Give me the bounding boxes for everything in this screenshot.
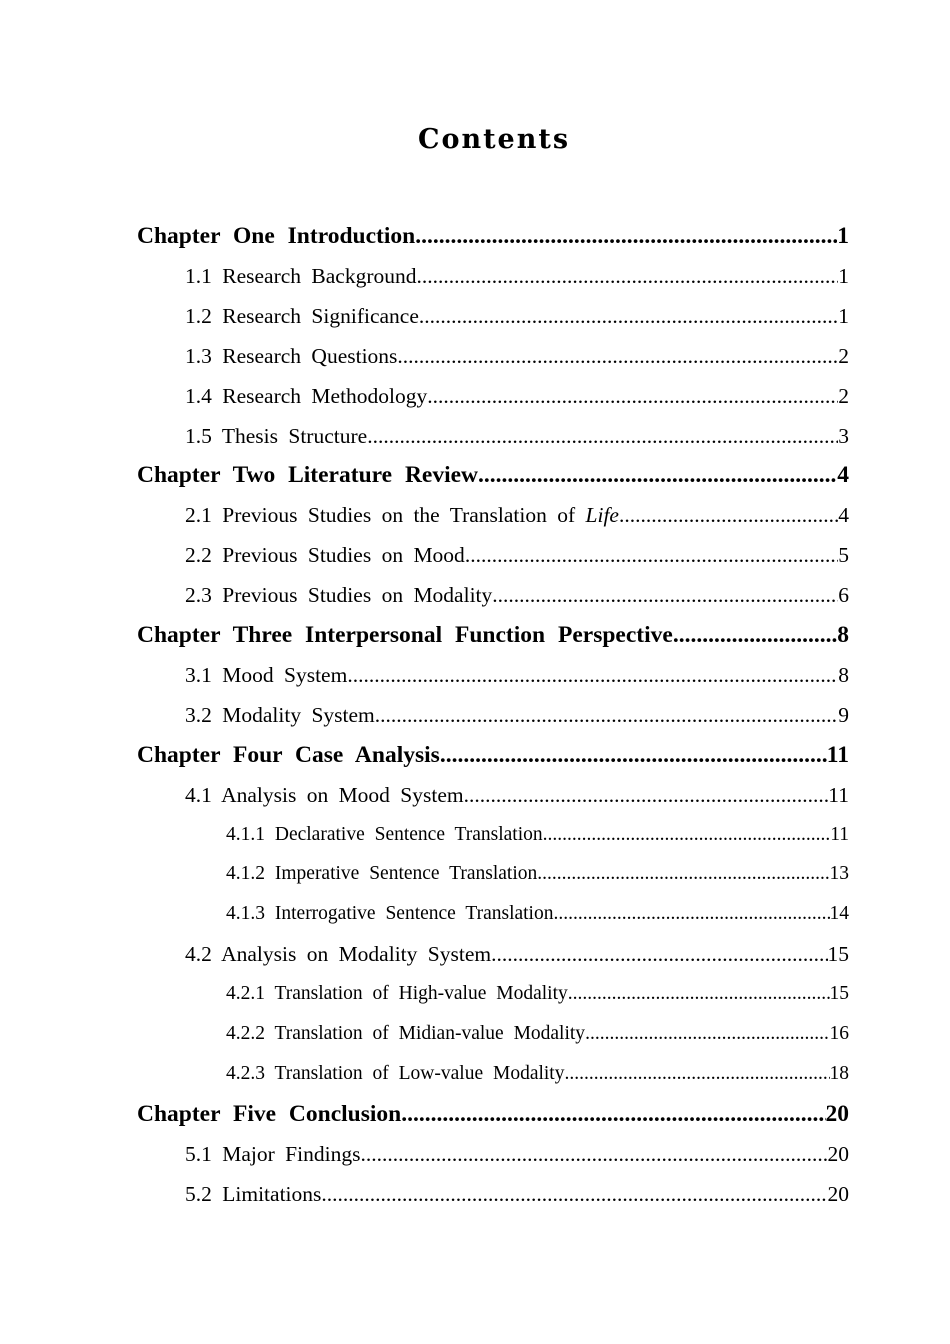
toc-dot-leader (478, 455, 837, 495)
toc-page-number: 11 (830, 823, 849, 845)
toc-dot-leader (673, 615, 837, 655)
toc-section-entry (226, 974, 849, 1014)
toc-section-entry (185, 655, 849, 695)
toc-page-number: 1 (838, 303, 849, 328)
toc-section-entry (226, 1054, 849, 1094)
toc-dot-leader (537, 854, 829, 894)
toc-entry-label: 2.1 Previous Studies on the Translation of Life (185, 503, 619, 528)
toc-chapter-entry (137, 1094, 849, 1134)
toc-entry-label: 4.1.2 Imperative Sentence Translation (226, 863, 538, 885)
toc-page-number: 15 (827, 942, 849, 967)
toc-section-entry (185, 495, 849, 535)
toc-entry-label: 3.2 Modality System (185, 702, 375, 727)
toc-page-number: 8 (837, 622, 849, 648)
toc-entry-label: Chapter Three Interpersonal Function Perspective (137, 622, 673, 648)
toc-dot-leader (427, 376, 838, 416)
toc-dot-leader (417, 256, 839, 296)
toc-section-entry (185, 535, 849, 575)
toc-entry-label: Chapter One Introduction (137, 223, 416, 249)
toc-section-entry (185, 695, 849, 735)
toc-section-entry (185, 416, 849, 456)
toc-dot-leader (585, 1014, 829, 1054)
toc-entry-label: Chapter Four Case Analysis (137, 741, 440, 768)
page-title: Contents (417, 124, 571, 155)
toc-dot-leader (543, 815, 831, 855)
toc-entry-label: 5.1 Major Findings (185, 1141, 361, 1166)
toc-dot-leader (564, 1054, 829, 1094)
toc-dot-leader (360, 1134, 827, 1174)
toc-section-entry (226, 815, 849, 855)
toc-page-number: 13 (829, 863, 849, 885)
toc-dot-leader (465, 535, 838, 575)
toc-entry-label: Chapter Two Literature Review (137, 462, 479, 489)
toc-section-entry (185, 256, 849, 296)
toc-page-number: 14 (829, 903, 849, 925)
toc-entry-label: 4.2.3 Translation of Low-value Modality (226, 1062, 565, 1084)
toc-dot-leader (321, 1174, 827, 1214)
toc-dot-leader (553, 894, 829, 934)
toc-entry-label: 1.2 Research Significance (185, 303, 419, 328)
toc-page-number: 6 (838, 583, 849, 608)
toc-page-number: 11 (826, 741, 849, 768)
toc-page-number: 8 (838, 662, 849, 687)
toc-entry-label: 1.5 Thesis Structure (185, 423, 368, 448)
toc-entry-label: 4.1 Analysis on Mood System (185, 782, 464, 807)
toc-page-number: 5 (838, 543, 849, 568)
toc-page-number: 1 (838, 263, 849, 288)
toc-section-entry (185, 1174, 849, 1214)
toc-section-entry (226, 1014, 849, 1054)
toc-page-number: 3 (838, 423, 849, 448)
toc-section-entry (226, 854, 849, 894)
toc-dot-leader (401, 1094, 825, 1134)
toc-section-entry (185, 775, 849, 815)
toc-page-number: 2 (838, 383, 849, 408)
toc-page-number: 11 (828, 782, 849, 807)
toc-entry-label: Chapter Five Conclusion (137, 1100, 402, 1127)
toc-dot-leader (492, 575, 838, 615)
toc-dot-leader (375, 695, 838, 735)
toc-dot-leader (419, 296, 838, 336)
toc-dot-leader (367, 416, 838, 456)
toc-entry-label: 3.1 Mood System (185, 662, 348, 687)
toc-page-number: 9 (838, 702, 849, 727)
toc-entry-label: 4.2.2 Translation of Midian-value Modality (226, 1023, 586, 1044)
toc-page-number: 20 (825, 1100, 849, 1127)
toc-entry-italic-title: Life (585, 503, 619, 528)
toc-dot-leader (491, 934, 827, 974)
toc-chapter-entry (137, 216, 849, 256)
toc-entry-label: 1.3 Research Questions (185, 343, 398, 368)
toc-page-number: 18 (829, 1062, 849, 1084)
toc-page-number: 15 (829, 983, 849, 1005)
toc-dot-leader (440, 735, 827, 775)
toc-dot-leader (397, 336, 838, 376)
toc-entry-label: 4.1.3 Interrogative Sentence Translation (226, 903, 554, 925)
toc-entry-label: 4.2.1 Translation of High-value Modality (226, 983, 568, 1005)
toc-page-number: 4 (837, 462, 849, 489)
toc-section-entry (185, 934, 849, 974)
toc-section-entry (226, 894, 849, 934)
toc-entry-label: 1.1 Research Background (185, 263, 417, 288)
toc-section-entry (185, 376, 849, 416)
toc-dot-leader (464, 775, 829, 815)
toc-page-number: 20 (827, 1141, 849, 1166)
toc-dot-leader (347, 655, 838, 695)
toc-entry-label: 4.1.1 Declarative Sentence Translation (226, 823, 543, 845)
toc-page-number: 2 (838, 343, 849, 368)
toc-section-entry (185, 296, 849, 336)
toc-dot-leader (415, 216, 837, 256)
toc-entry-label: 5.2 Limitations (185, 1181, 322, 1206)
toc-page-number: 16 (829, 1023, 849, 1044)
toc-entry-label: 2.3 Previous Studies on Modality (185, 583, 493, 608)
toc-section-entry (185, 575, 849, 615)
toc-section-entry (185, 336, 849, 376)
toc-chapter-entry (137, 615, 849, 655)
toc-chapter-entry (137, 455, 849, 495)
toc-dot-leader (568, 974, 830, 1014)
toc-entry-label: 2.2 Previous Studies on Mood (185, 543, 465, 568)
toc-section-entry (185, 1134, 849, 1174)
toc-dot-leader (619, 495, 838, 535)
toc-page-number: 20 (827, 1181, 849, 1206)
toc-page-number: 4 (838, 503, 849, 528)
toc-entry-label: 1.4 Research Methodology (185, 383, 428, 408)
toc-page-number: 1 (837, 223, 849, 249)
toc-entry-label: 4.2 Analysis on Modality System (185, 942, 492, 967)
toc-chapter-entry (137, 735, 849, 775)
